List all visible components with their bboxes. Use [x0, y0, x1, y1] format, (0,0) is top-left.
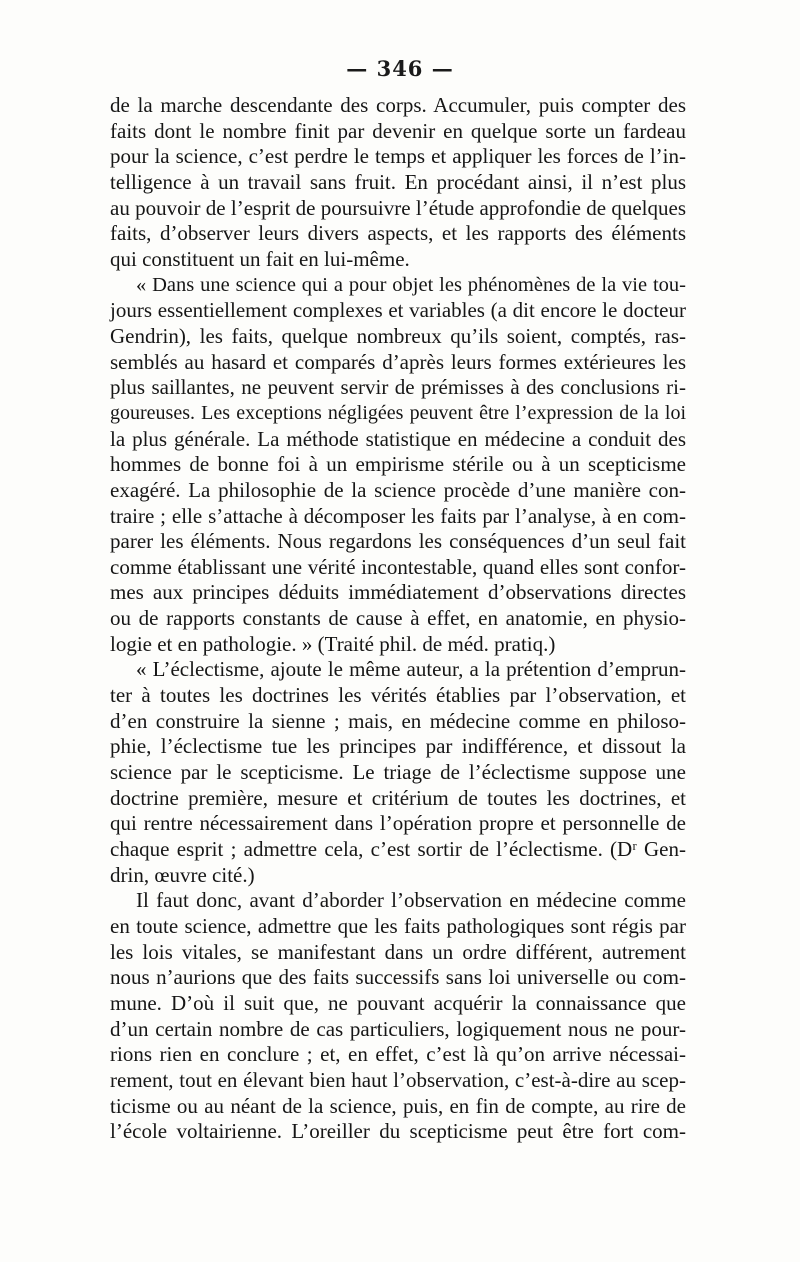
page-number: — 346 —	[346, 56, 454, 81]
text-line: faits, d’observer leurs divers aspects, et les rapports des éléments	[110, 221, 686, 246]
text-line: mes aux principes déduits immédiatement d’observations directes	[110, 580, 686, 605]
text-line: au pouvoir de l’esprit de poursuivre l’étude approfondie de quelques	[110, 195, 686, 220]
text-line: de la marche descendante des corps. Accumuler, puis compter des	[110, 93, 686, 117]
text-line: rions rien en conclure ; et, en effet, c’est là qu’on arrive nécessai-	[110, 1042, 686, 1067]
text-line: qui constituent un fait en lui-même.	[110, 246, 410, 271]
text-line: semblés au hasard et comparés d’après leurs formes extérieures les	[110, 349, 686, 374]
text-line: d’en construire la sienne ; mais, en médecine comme en philoso-	[110, 708, 686, 733]
text-line: jours essentiellement complexes et variables (a dit encore le docteur	[110, 298, 686, 323]
text-line: faits dont le nombre finit par devenir en quelque sorte un fardeau	[110, 118, 686, 143]
text-line: chaque esprit ; admettre cela, c’est sortir de l’éclectisme. (Dʳ Gen-	[110, 837, 686, 862]
text-line: « Dans une science qui a pour objet les phénomènes de la vie tou-	[136, 273, 686, 296]
text-line: doctrine première, mesure et critérium de toutes les doctrines, et	[110, 785, 686, 810]
text-line: pour la science, c’est perdre le temps et appliquer les forces de l’in-	[110, 144, 686, 169]
text-line: l’école voltairienne. L’oreiller du scepticisme peut être fort com-	[110, 1119, 686, 1144]
text-line: telligence à un travail sans fruit. En procédant ainsi, il n’est plus	[110, 169, 686, 194]
text-line: ou de rapports constants de cause à effet, en anatomie, en physio-	[110, 606, 686, 631]
text-line: « L’éclectisme, ajoute le même auteur, a la prétention d’emprun-	[136, 657, 686, 682]
text-line: plus saillantes, ne peuvent servir de prémisses à des conclusions ri-	[110, 375, 686, 400]
text-line: qui rentre nécessairement dans l’opération propre et personnelle de	[110, 811, 686, 836]
text-line: exagéré. La philosophie de la science procède d’une manière con-	[110, 477, 686, 502]
text-line: goureuses. Les exceptions négligées peuvent être l’expression de la loi	[110, 401, 686, 424]
text-line: ter à toutes les doctrines les vérités établies par l’observation, et	[110, 683, 686, 708]
text-line: mune. D’où il suit que, ne pouvant acquérir la connaissance que	[110, 990, 686, 1015]
text-line: logie et en pathologie. » (Traité phil. de méd. pratiq.)	[110, 631, 556, 656]
text-line: ticisme ou au néant de la science, puis, en fin de compte, au rire de	[110, 1093, 686, 1118]
text-line: parer les éléments. Nous regardons les conséquences d’un seul fait	[110, 529, 686, 554]
text-line: traire ; elle s’attache à décomposer les faits par l’analyse, à en com-	[110, 503, 686, 528]
text-line: nous n’aurions que des faits successifs sans loi universelle ou com-	[110, 965, 686, 990]
text-line: les lois vitales, se manifestant dans un ordre différent, autrement	[110, 939, 686, 964]
text-line: rement, tout en élevant bien haut l’observation, c’est-à-dire au scep-	[110, 1067, 686, 1092]
text-line: la plus générale. La méthode statistique en médecine a conduit des	[110, 426, 686, 451]
text-line: Gendrin), les faits, quelque nombreux qu’ils soient, comptés, ras-	[110, 323, 686, 348]
text-line: en toute science, admettre que les faits pathologiques sont régis par	[110, 914, 686, 938]
text-line: d’un certain nombre de cas particuliers, logiquement nous ne pour-	[110, 1016, 686, 1041]
text-line: Il faut donc, avant d’aborder l’observation en médecine comme	[136, 888, 686, 913]
text-line: science par le scepticisme. Le triage de l’éclectisme suppose une	[110, 760, 686, 785]
text-line: drin, œuvre cité.)	[110, 862, 255, 887]
text-line: phie, l’éclectisme tue les principes par indifférence, et dissout la	[110, 734, 686, 759]
text-line: hommes de bonne foi à un empirisme stérile ou à un scepticisme	[110, 452, 686, 477]
body-text	[110, 93, 686, 1145]
text-line: comme établissant une vérité incontestable, quand elles sont confor-	[110, 554, 686, 579]
